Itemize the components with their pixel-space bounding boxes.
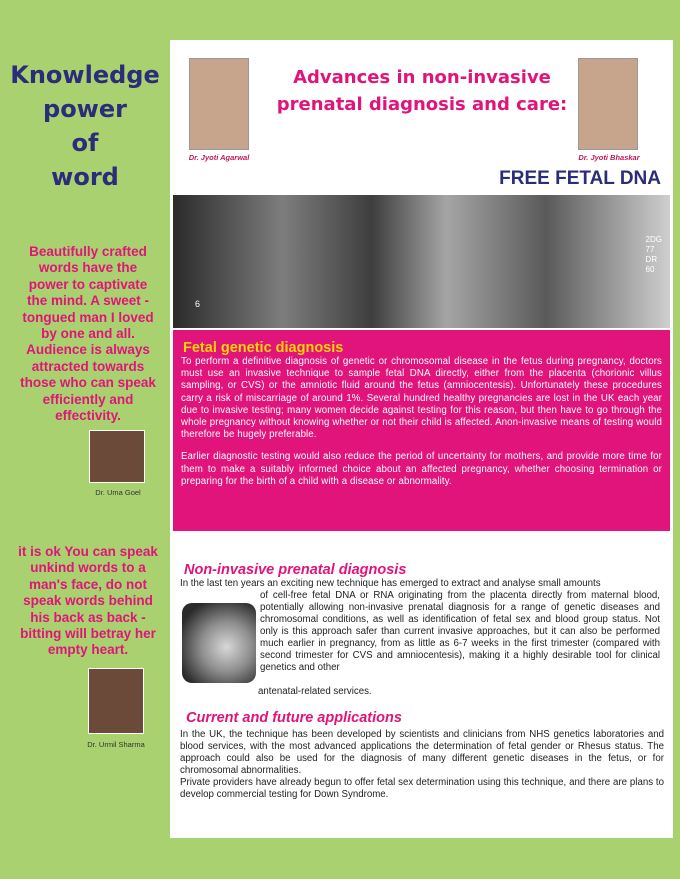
- section-heading: Current and future applications: [186, 710, 402, 726]
- ultrasound-image: [173, 195, 670, 328]
- sidebar: [0, 0, 170, 879]
- paragraph: In the last ten years an exciting new technique has emerged to extract and analyse small amounts: [180, 578, 601, 589]
- author-photo: [88, 668, 144, 734]
- paragraph: antenatal-related services.: [258, 686, 372, 697]
- fetal-diagnosis-box: [173, 330, 670, 531]
- pregnancy-image: [182, 603, 256, 683]
- title-line: power: [43, 95, 127, 123]
- article-panel: [170, 40, 673, 838]
- paragraph: To perform a definitive diagnosis of genetic or chromosomal disease in the fetus during pregnancy, doctors must use an invasive technique to sample fetal DNA directly, either from the placenta (chorionic villus sampling, or CVS) or the amniotic fluid around the fetus (amniocentesis). Unfortunately these procedures carry a risk of miscarriage of around 1%. Several hundred healthy pregnancies are lost in the UK each year due to invasive testing; many women decide against testing for this reason, but then have to go through the whole pregnancy without knowing whether or not their child is affected. Anon-invasive means of testing would therefore be hugely preferable.: [181, 356, 662, 441]
- title-line: Knowledge: [10, 61, 160, 89]
- article-subtitle: FREE FETAL DNA: [499, 168, 661, 189]
- readout-line: DR: [645, 255, 658, 264]
- quote-text: Beautifully crafted words have the power to captivate the mind. A sweet - tongued man I loved by one and all. Audience is always attracted towards those who can speak efficiently and effectivity.: [20, 244, 156, 424]
- paragraph: In the UK, the technique has been developed by scientists and clinicians from NHS genetics laboratories and blood services, with the most advanced applications the determination of fetal gender or Rhesus status. The approach could also be used for the diagnosis of many different genetic diseases in the fetus, or for chromosomal abnormalities.: [180, 729, 664, 776]
- article-title: Advances in non-invasive prenatal diagnosis and care:: [276, 67, 568, 115]
- photo-caption: Dr. Uma Goel: [95, 488, 141, 497]
- title-line: word: [51, 163, 119, 191]
- photo-caption: Dr. Jyoti Agarwal: [188, 153, 250, 162]
- readout-line: 2DG: [645, 235, 662, 244]
- section-heading: Non-invasive prenatal diagnosis: [184, 562, 407, 578]
- readout-line: 77: [645, 245, 655, 254]
- title-line: of: [71, 129, 99, 157]
- photo-caption: Dr. Urmil Sharma: [87, 740, 145, 749]
- paragraph: Private providers have already begun to offer fetal sex determination using this technique, and there are plans to develop commercial testing for Down Syndrome.: [180, 777, 664, 800]
- paragraph: Earlier diagnostic testing would also reduce the period of uncertainty for mothers, and provide more time for them to make a suitably informed choice about an affected pregnancy, whether choosing termination or preparing for the birth of a child with a disease or abnormality.: [181, 451, 662, 487]
- section-heading: Fetal genetic diagnosis: [183, 340, 344, 356]
- paragraph: of cell-free fetal DNA or RNA originating from the placenta directly from maternal blood, potentially allowing non-invasive prenatal diagnosis for a range of genetic diseases and chromosomal conditions, as well as identification of fetal sex and blood group status. Not only is this approach safer than current invasive approaches, but it can also be performed much earlier in pregnancy, from as little as 6-7 weeks in the first trimester (compared with second trimester for CVS and amniocentesis), making it a highly desirable tool for clinical genetics and other: [260, 590, 660, 673]
- author-photo: [189, 58, 249, 150]
- photo-caption: Dr. Jyoti Bhaskar: [578, 153, 640, 162]
- author-photo: [89, 430, 145, 483]
- ultrasound-readout: [646, 235, 662, 275]
- author-photo: [578, 58, 638, 150]
- readout-line: 60: [645, 265, 655, 274]
- ultrasound-mark: 6: [195, 299, 201, 309]
- sidebar-title: [0, 58, 170, 194]
- quote-text: it is ok You can speak unkind words to a man's face, do not speak words behind his back as back - bitting will betray her empty heart.: [18, 544, 158, 658]
- applications-text: [180, 729, 664, 801]
